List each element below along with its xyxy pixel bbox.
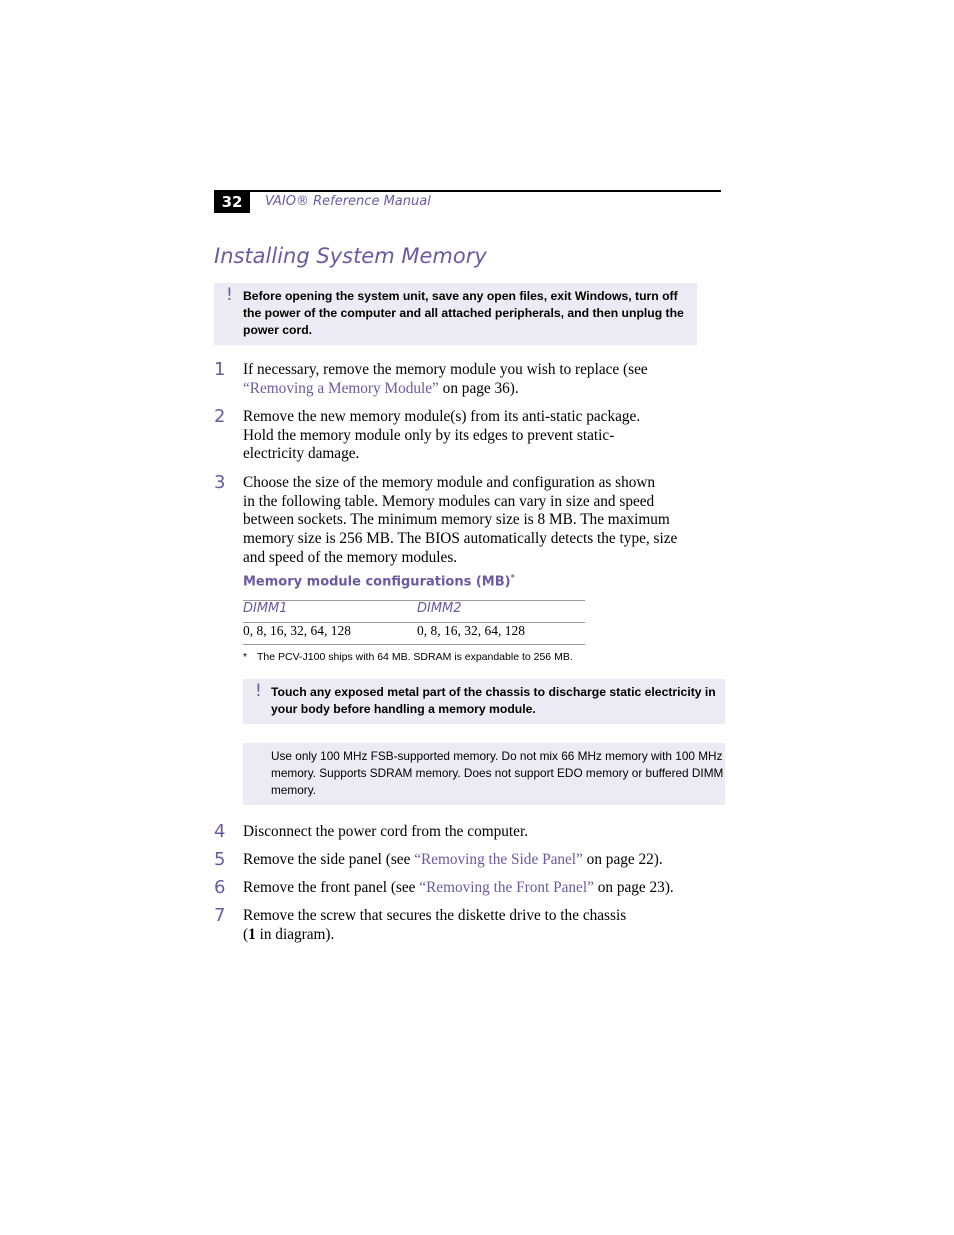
note-line: memory. bbox=[271, 783, 317, 797]
page-number: 32 bbox=[214, 190, 250, 213]
step-text: Choose the size of the memory module and configuration as shown bbox=[243, 474, 656, 491]
step-text: on page 22). bbox=[582, 851, 663, 868]
step-number: 1 bbox=[214, 359, 226, 380]
caution-line: Touch any exposed metal part of the chassis to discharge static electricity in bbox=[271, 685, 716, 699]
step-text: memory size is 256 MB. The BIOS automatically detects the type, size bbox=[243, 530, 678, 548]
table-header-dimm2: DIMM2 bbox=[417, 601, 462, 616]
step-number: 4 bbox=[214, 821, 226, 842]
footnote-mark: * bbox=[243, 651, 248, 663]
table-header-dimm1: DIMM1 bbox=[243, 601, 288, 616]
link-removing-side-panel[interactable]: “Removing the Side Panel” bbox=[414, 851, 583, 868]
note-line: Use only 100 MHz FSB-supported memory. Do not mix 66 MHz memory with 100 MHz bbox=[271, 749, 723, 763]
step-text: on page 36). bbox=[438, 379, 519, 397]
step-number: 5 bbox=[214, 849, 226, 870]
step-text: Remove the side panel (see bbox=[243, 851, 415, 868]
step-text: on page 23). bbox=[593, 879, 674, 896]
step-text: Disconnect the power cord from the computer. bbox=[243, 823, 529, 840]
step-number: 7 bbox=[214, 905, 226, 926]
link-removing-front-panel[interactable]: “Removing the Front Panel” bbox=[419, 879, 594, 896]
step-text: Remove the new memory module(s) from its anti-static package. bbox=[243, 408, 641, 425]
step-number: 6 bbox=[214, 877, 226, 898]
step-number: 3 bbox=[214, 472, 226, 493]
step-number: 2 bbox=[214, 406, 226, 427]
table-cell-dimm2: 0, 8, 16, 32, 64, 128 bbox=[417, 623, 525, 638]
step-text: Remove the front panel (see bbox=[243, 879, 420, 896]
caution-line: Before opening the system unit, save any open files, exit Windows, turn off bbox=[243, 289, 678, 303]
step-text: between sockets. The minimum memory size is 8 MB. The maximum bbox=[243, 511, 670, 529]
caution-line: your body before handling a memory module. bbox=[271, 702, 536, 716]
step-text: electricity damage. bbox=[243, 445, 360, 463]
link-removing-memory-module[interactable]: “Removing a Memory Module” bbox=[243, 379, 439, 397]
caution-icon: ! bbox=[226, 285, 233, 305]
running-title: VAIO® Reference Manual bbox=[265, 194, 431, 209]
step-text: If necessary, remove the memory module you wish to replace (see bbox=[243, 361, 648, 378]
step-text: Remove the screw that secures the diskette drive to the chassis bbox=[243, 907, 627, 924]
caution-icon: ! bbox=[255, 681, 262, 701]
caution-box-power bbox=[214, 283, 697, 345]
header-rule bbox=[214, 190, 721, 192]
footnote-mark: * bbox=[510, 573, 515, 582]
table-top-rule bbox=[243, 600, 585, 601]
step-text: and speed of the memory modules. bbox=[243, 548, 458, 566]
caution-box-static bbox=[243, 679, 725, 724]
manual-page: 32 VAIO® Reference Manual Installing System Memory ! Before opening the system unit, save any open files, exit Windows, turn off the power of the computer and all attached peripherals, and then unplug the power cord. 1 If necessary, remove the memory module you wish to replace (see “Removing a Memory Module” on page 36). 2 Remove the new memory module(s) from its anti-static package. Hold the memory module only by its edges to prevent static- electricity damage. 3 Choose the size of the memory module and configuration as shown in the following table. Memory modules can vary in size and speed between sockets. The minimum memory size is 8 MB. The maximum memory size is 256 MB. The BIOS automatically detects the type, size and speed of the memory modules. Memory module configurations (MB)* DIMM1 DIMM2 0, 8, 16, 32, 64, 128 0, 8, 16, 32, 64, 128 * The PCV-J100 ships with 64 MB. SDRAM is expandable to 256 MB. ! Touch any exposed metal part of the chassis to discharge static electricity in your body before handling a memory module. Use only 100 MHz FSB-supported memory. Do not mix 66 MHz memory with 100 MHz memory. Supports SDRAM memory. Does not support EDO memory or buffered DIMM memory. 4 Disconnect the power cord from the computer. 5 Remove the side panel (see “Removing the Side Panel” on page 22). 6 Remove the front panel (see “Removing the Front Panel” on page 23). 7 Remove the screw that secures the diskette drive to the chassis (1 in diagram). bbox=[0, 0, 954, 1235]
table-caption: Memory module configurations (MB)* bbox=[243, 573, 515, 590]
table-footnote: * The PCV-J100 ships with 64 MB. SDRAM is expandable to 256 MB. bbox=[243, 651, 573, 663]
diagram-callout: 1 bbox=[248, 925, 256, 943]
table-bottom-rule bbox=[243, 644, 585, 645]
caution-line: the power of the computer and all attached peripherals, and then unplug the bbox=[243, 306, 684, 320]
note-line: memory. Supports SDRAM memory. Does not support EDO memory or buffered DIMM bbox=[271, 766, 724, 780]
table-cell-dimm1: 0, 8, 16, 32, 64, 128 bbox=[243, 623, 351, 638]
section-title: Installing System Memory bbox=[214, 244, 487, 268]
note-box-memory bbox=[243, 743, 725, 805]
step-text: in the following table. Memory modules can vary in size and speed bbox=[243, 492, 655, 510]
step-text: Hold the memory module only by its edges to prevent static- bbox=[243, 426, 615, 444]
caution-line: power cord. bbox=[243, 323, 313, 337]
